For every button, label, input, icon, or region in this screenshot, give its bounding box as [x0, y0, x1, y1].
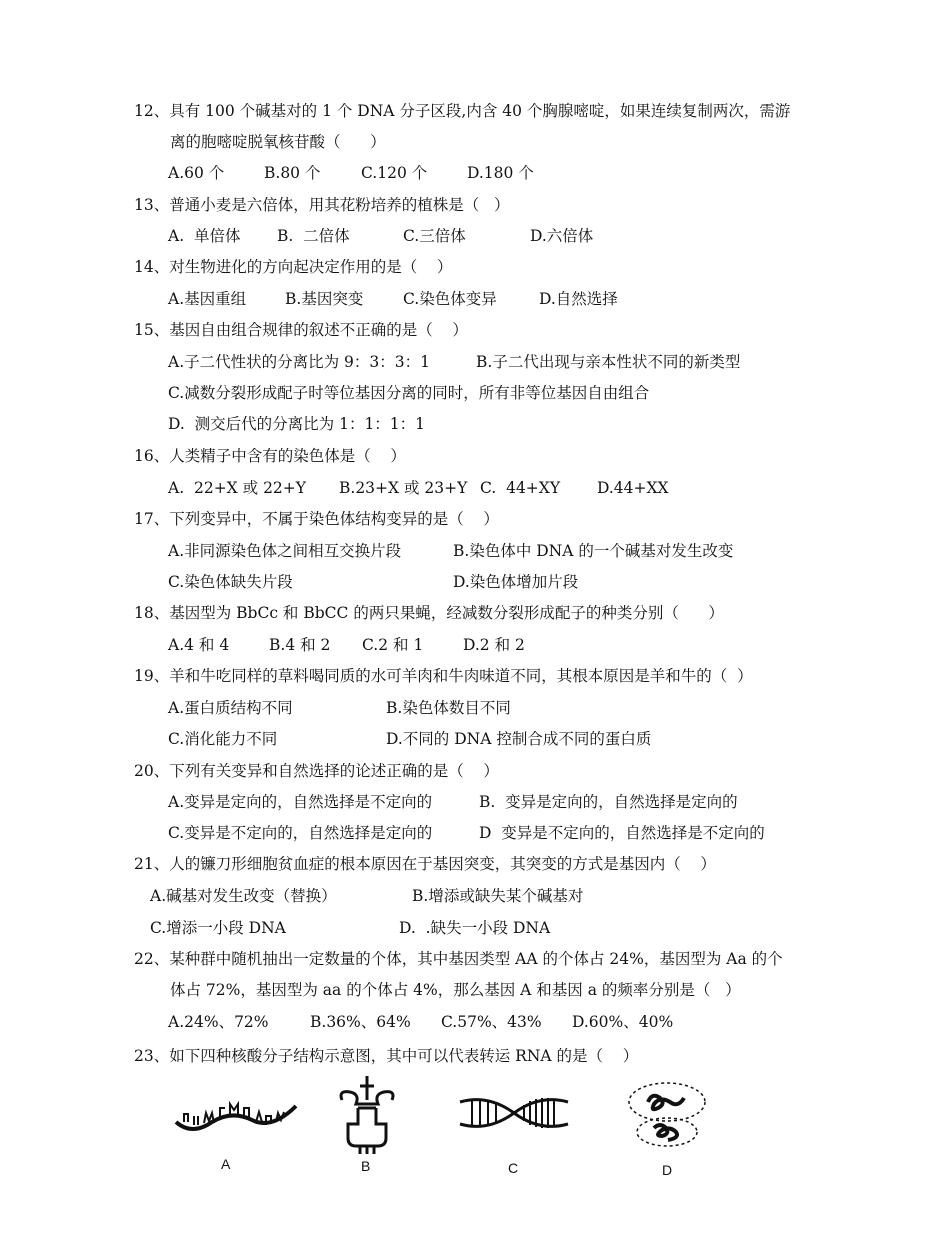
q19-option-c: C.消化能力不同 — [168, 730, 278, 748]
question-12-stem-cont: 离的胞嘧啶脱氧核苷酸（ ） — [170, 133, 386, 151]
q21-option-d: D. .缺失一小段 DNA — [399, 919, 551, 937]
q22-option-d: D.60%、40% — [572, 1013, 674, 1031]
q12-option-b: B.80 个 — [264, 164, 321, 182]
q18-option-b: B.4 和 2 — [269, 636, 331, 654]
q17-option-b: B.染色体中 DNA 的一个碱基对发生改变 — [453, 542, 734, 560]
figure-a-mrna — [172, 1092, 300, 1138]
question-17-stem: 17、下列变异中，不属于染色体结构变异的是（ ） — [134, 510, 499, 528]
question-18-stem: 18、基因型为 BbCc 和 BbCC 的两只果蝇，经减数分裂形成配子的种类分别（ ） — [134, 604, 724, 622]
q13-option-d: D.六倍体 — [530, 227, 594, 245]
figure-label-b: B — [361, 1158, 371, 1174]
q17-option-d: D.染色体增加片段 — [453, 573, 579, 591]
question-20-stem: 20、下列有关变异和自然选择的论述正确的是（ ） — [134, 762, 499, 780]
figure-label-d: D — [662, 1162, 673, 1178]
q19-option-d: D.不同的 DNA 控制合成不同的蛋白质 — [386, 730, 652, 748]
q20-option-b: B. 变异是定向的，自然选择是定向的 — [479, 793, 738, 811]
q18-option-a: A.4 和 4 — [168, 636, 230, 654]
q16-option-b: B.23+X 或 23+Y — [339, 479, 468, 497]
q19-option-b: B.染色体数目不同 — [386, 699, 511, 717]
q16-option-d: D.44+XX — [597, 479, 669, 497]
q13-option-b: B. 二倍体 — [277, 227, 350, 245]
question-22-stem-cont: 体占 72%，基因型为 aa 的个体占 4%，那么基因 A 和基因 a 的频率分别是（ ） — [170, 981, 741, 999]
question-22-stem: 22、某种群中随机抽出一定数量的个体，其中基因类型 AA 的个体占 24%，基因型为 Aa 的个 — [134, 950, 783, 968]
q14-option-b: B.基因突变 — [285, 290, 364, 308]
question-16-stem: 16、人类精子中含有的染色体是（ ） — [134, 447, 406, 465]
q13-option-c: C.三倍体 — [403, 227, 466, 245]
q22-option-a: A.24%、72% — [168, 1013, 269, 1031]
q15-option-a: A.子二代性状的分离比为 9：3：3：1 — [168, 353, 430, 371]
q15-option-d: D. 测交后代的分离比为 1：1：1：1 — [168, 415, 426, 433]
q21-option-a: A.碱基对发生改变（替换） — [150, 887, 337, 905]
question-12-stem: 12、具有 100 个碱基对的 1 个 DNA 分子区段,内含 40 个胸腺嘧啶，如果连续复制两次，需游 — [134, 102, 791, 120]
q20-option-a: A.变异是定向的，自然选择是不定向的 — [168, 793, 433, 811]
q18-option-d: D.2 和 2 — [463, 636, 525, 654]
question-13-stem: 13、普通小麦是六倍体，用其花粉培养的植株是（ ） — [134, 196, 510, 214]
q14-option-c: C.染色体变异 — [403, 290, 497, 308]
q18-option-c: C.2 和 1 — [362, 636, 424, 654]
q19-option-a: A.蛋白质结构不同 — [168, 699, 293, 717]
q16-option-a: A. 22+X 或 22+Y — [168, 479, 307, 497]
q16-option-c: C. 44+XY — [480, 479, 561, 497]
q22-option-b: B.36%、64% — [310, 1013, 411, 1031]
q12-option-d: D.180 个 — [467, 164, 534, 182]
question-23-stem: 23、如下四种核酸分子结构示意图，其中可以代表转运 RNA 的是（ ） — [134, 1047, 639, 1065]
q15-option-b: B.子二代出现与亲本性状不同的新类型 — [476, 353, 741, 371]
question-19-stem: 19、羊和牛吃同样的草料喝同质的水可羊肉和牛肉味道不同，其根本原因是羊和牛的（ ） — [134, 667, 753, 685]
figure-label-a: A — [221, 1156, 231, 1172]
q14-option-a: A.基因重组 — [168, 290, 247, 308]
q17-option-c: C.染色体缺失片段 — [168, 573, 293, 591]
figure-d-coiled-nucleic-acid — [626, 1080, 708, 1150]
question-14-stem: 14、对生物进化的方向起决定作用的是（ ） — [134, 258, 453, 276]
q21-option-b: B.增添或缺失某个碱基对 — [412, 887, 584, 905]
question-15-stem: 15、基因自由组合规律的叙述不正确的是（ ） — [134, 321, 468, 339]
figure-c-dna-helix — [458, 1090, 570, 1136]
question-21-stem: 21、人的镰刀形细胞贫血症的根本原因在于基因突变，其突变的方式是基因内（ ） — [134, 855, 716, 873]
q21-option-c: C.增添一小段 DNA — [150, 919, 286, 937]
q20-option-c: C.变异是不定向的，自然选择是定向的 — [168, 824, 433, 842]
q14-option-d: D.自然选择 — [539, 290, 618, 308]
q17-option-a: A.非同源染色体之间相互交换片段 — [168, 542, 402, 560]
q12-option-a: A.60 个 — [168, 164, 225, 182]
q22-option-c: C.57%、43% — [441, 1013, 542, 1031]
figure-b-trna — [336, 1074, 398, 1156]
q20-option-d: D 变异是不定向的，自然选择是不定向的 — [479, 824, 765, 842]
q12-option-c: C.120 个 — [361, 164, 428, 182]
q15-option-c: C.减数分裂形成配子时等位基因分离的同时，所有非等位基因自由组合 — [168, 384, 650, 402]
q13-option-a: A. 单倍体 — [168, 227, 241, 245]
figure-label-c: C — [508, 1160, 519, 1176]
